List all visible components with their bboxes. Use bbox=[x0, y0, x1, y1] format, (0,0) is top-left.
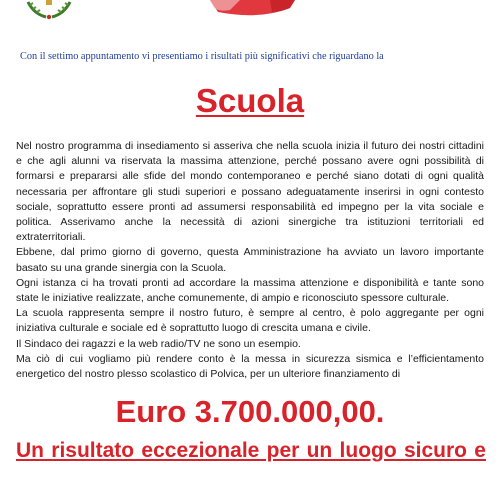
paragraph: Ogni istanza ci ha trovati pronti ad accordare la massima attenzione e disponibilità e tante sono state le iniziative realizzate, anche comunemente, di ampio e riconosciuto spessore culturale. bbox=[16, 276, 484, 305]
municipal-crest-icon bbox=[24, 0, 74, 20]
funding-amount: Euro 3.700.000,00. bbox=[115, 394, 385, 429]
tricolor-ribbon-icon bbox=[210, 0, 295, 22]
page-title: Scuola bbox=[195, 82, 305, 119]
paragraph: Il Sindaco dei ragazzi e la web radio/TV ne sono un esempio. bbox=[16, 337, 301, 350]
paragraph: Ebbene, dal primo giorno di governo, questa Amministrazione ha avviato un lavoro importante basato su una grande sinergia con la Scuola. bbox=[16, 246, 484, 274]
paragraph: Ma ciò di cui vogliamo più rendere conto è la messa in sicurezza sismica e l’efficientamento energetico del nostro plesso scolastico di Polvica, per un ulteriore finanziamento di bbox=[16, 352, 484, 381]
paragraph: La scuola rappresenta sempre il nostro futuro, è sempre al centro, è polo aggregante per ogni iniziativa culturale e sociale ed è soprattutto luogo di crescita umana e civile. bbox=[16, 307, 484, 335]
paragraph: Nel nostro programma di insediamento si asseriva che nella scuola inizia il futuro dei nostri cittadini e che agli alunni va riservata la massima attenzione, perché possano avere ogni possibilità di formarsi e prepararsi alle sfide del mondo contemporaneo e perché siano dotati di ogni qualità necessaria per affrontare gli studi superiori e possano adeguatamente inserirsi in ogni contesto sociale, soprattutto essere pronti ad assumersi responsabilità ed impegno per la vita sociale e politica. Asserivamo anche la necessità di azioni sinergiche tra istituzioni territoriali ed extraterritoriali. bbox=[16, 140, 484, 244]
result-headline: Un risultato eccezionale per un luogo sicuro e bbox=[16, 439, 486, 462]
intro-text: Con il settimo appuntamento vi presentiamo i risultati più significativi che riguardano la bbox=[20, 51, 384, 62]
body-text bbox=[16, 139, 484, 382]
